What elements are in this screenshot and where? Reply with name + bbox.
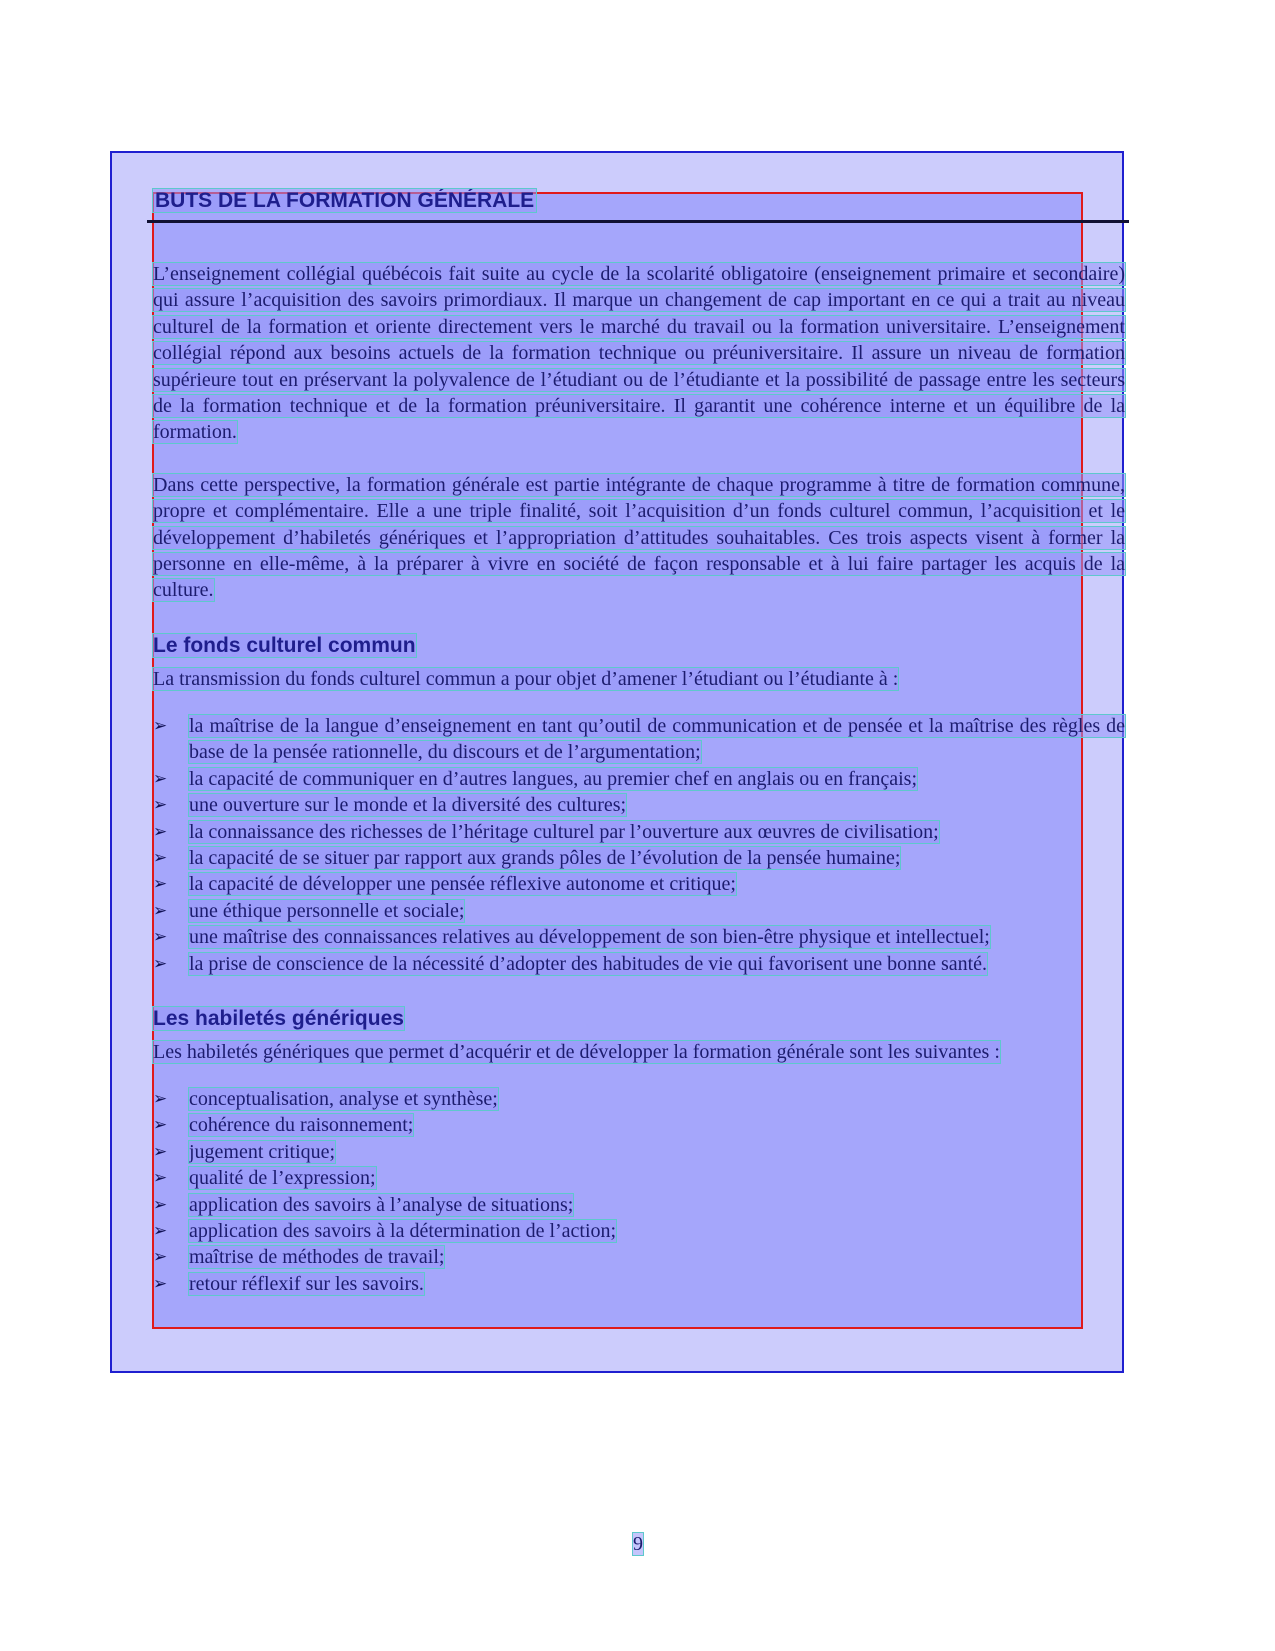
arrow-bullet-icon: ➢: [153, 953, 168, 973]
section-heading-habiletes: [153, 1004, 1125, 1034]
section-intro-fonds-culturel: [153, 666, 1125, 693]
list-item: [153, 713, 1125, 766]
list-item-text: la capacité de se situer par rapport aux grands pôles de l’évolution de la pensée humaine;: [189, 846, 901, 869]
list-item-text: une éthique personnelle et sociale;: [189, 899, 465, 922]
arrow-bullet-icon: ➢: [153, 1115, 168, 1135]
list-item: [153, 898, 1125, 924]
list-item: [153, 924, 1125, 950]
list-item: [153, 1271, 1125, 1297]
arrow-bullet-icon: ➢: [153, 900, 168, 920]
arrow-bullet-icon: ➢: [153, 1168, 168, 1188]
list-item-text: qualité de l’expression;: [189, 1167, 376, 1190]
list-item-text: conceptualisation, analyse et synthèse;: [189, 1087, 498, 1110]
arrow-bullet-icon: ➢: [153, 927, 168, 947]
list-item: [153, 1112, 1125, 1138]
list-item: [153, 1218, 1125, 1244]
list-item: [153, 1165, 1125, 1191]
document-title: [153, 186, 1125, 216]
arrow-bullet-icon: ➢: [153, 1194, 168, 1214]
section-intro-habiletes: [153, 1039, 1125, 1066]
list-item: [153, 845, 1125, 871]
section-heading-text: Le fonds culturel commun: [153, 633, 416, 657]
list-item-text: cohérence du raisonnement;: [189, 1114, 414, 1137]
arrow-bullet-icon: ➢: [153, 874, 168, 894]
arrow-bullet-icon: ➢: [153, 821, 168, 841]
arrow-bullet-icon: ➢: [153, 1247, 168, 1267]
bullet-list-fonds-culturel: [153, 713, 1125, 977]
list-item: [153, 1139, 1125, 1165]
list-item-text: maîtrise de méthodes de travail;: [189, 1246, 445, 1269]
bullet-list-habiletes: [153, 1086, 1125, 1297]
list-item-text: une ouverture sur le monde et la diversité des cultures;: [189, 794, 627, 817]
list-item: [153, 951, 1125, 977]
paragraph-perspective-text: Dans cette perspective, la formation générale est partie intégrante de chaque programme à titre de formation commune, propre et complémentaire. Elle a une triple finalité, soit l’acquisition d’un fonds culturel commun, l’acquisition et le développement d’habiletés génériques et l’appropriation d’attitudes souhaitables. Ces trois aspects visent à former la personne en elle-même, à la préparer à vivre en société de façon responsable et à lui faire partager les acquis de la culture.: [153, 473, 1125, 602]
page-number: [633, 1532, 643, 1556]
arrow-bullet-icon: ➢: [153, 847, 168, 867]
page-number-text: 9: [633, 1533, 643, 1555]
list-item: [153, 1244, 1125, 1270]
list-item-text: la capacité de communiquer en d’autres langues, au premier chef en anglais ou en français;: [189, 767, 918, 790]
list-item: [153, 792, 1125, 818]
list-item-text: la maîtrise de la langue d’enseignement en tant qu’outil de communication et de pensée et la maîtrise des règles de base de la pensée rationnelle, du discours et de l’argumentation;: [189, 714, 1125, 764]
list-item-text: la capacité de développer une pensée réflexive autonome et critique;: [189, 873, 736, 896]
list-item-text: retour réflexif sur les savoirs.: [189, 1272, 424, 1295]
paragraph-perspective: [153, 472, 1125, 604]
list-item-text: une maîtrise des connaissances relatives au développement de son bien-être physique et intellectuel;: [189, 926, 990, 949]
arrow-bullet-icon: ➢: [153, 768, 168, 788]
arrow-bullet-icon: ➢: [153, 1088, 168, 1108]
paragraph-intro: [153, 261, 1125, 446]
list-item: [153, 819, 1125, 845]
section-heading-fonds-culturel: [153, 631, 1125, 661]
arrow-bullet-icon: ➢: [153, 795, 168, 815]
list-item: [153, 1086, 1125, 1112]
list-item-text: jugement critique;: [189, 1140, 336, 1163]
section-intro-text: La transmission du fonds culturel commun a pour objet d’amener l’étudiant ou l’étudiante à :: [153, 667, 899, 690]
list-item-text: application des savoirs à l’analyse de situations;: [189, 1193, 574, 1216]
list-item: [153, 766, 1125, 792]
document-body: [153, 186, 1125, 1297]
arrow-bullet-icon: ➢: [153, 1273, 168, 1293]
document-title-text: BUTS DE LA FORMATION GÉNÉRALE: [155, 189, 535, 212]
paragraph-intro-text: L’enseignement collégial québécois fait suite au cycle de la scolarité obligatoire (enseignement primaire et secondaire) qui assure l’acquisition des savoirs primordiaux. Il marque un changement de cap important en ce qui a trait au niveau culturel de la formation et oriente directement vers le marché du travail ou la formation universitaire. L’enseignement collégial répond aux besoins actuels de la formation technique ou préuniversitaire. Il assure un niveau de formation supérieure tout en préservant la polyvalence de l’étudiant ou de l’étudiante et la possibilité de passage entre les secteurs de la formation technique et de la formation préuniversitaire. Il garantit une cohérence interne et un équilibre de la formation.: [153, 263, 1125, 444]
arrow-bullet-icon: ➢: [153, 715, 168, 735]
section-heading-text: Les habiletés génériques: [153, 1006, 404, 1030]
list-item: [153, 1192, 1125, 1218]
section-intro-text: Les habiletés génériques que permet d’acquérir et de développer la formation générale sont les suivantes :: [153, 1040, 1000, 1063]
list-item-text: application des savoirs à la détermination de l’action;: [189, 1219, 617, 1242]
list-item-text: la connaissance des richesses de l’héritage culturel par l’ouverture aux œuvres de civilisation;: [189, 820, 939, 843]
list-item: [153, 871, 1125, 897]
list-item-text: la prise de conscience de la nécessité d’adopter des habitudes de vie qui favorisent une bonne santé.: [189, 952, 988, 975]
arrow-bullet-icon: ➢: [153, 1220, 168, 1240]
arrow-bullet-icon: ➢: [153, 1141, 168, 1161]
